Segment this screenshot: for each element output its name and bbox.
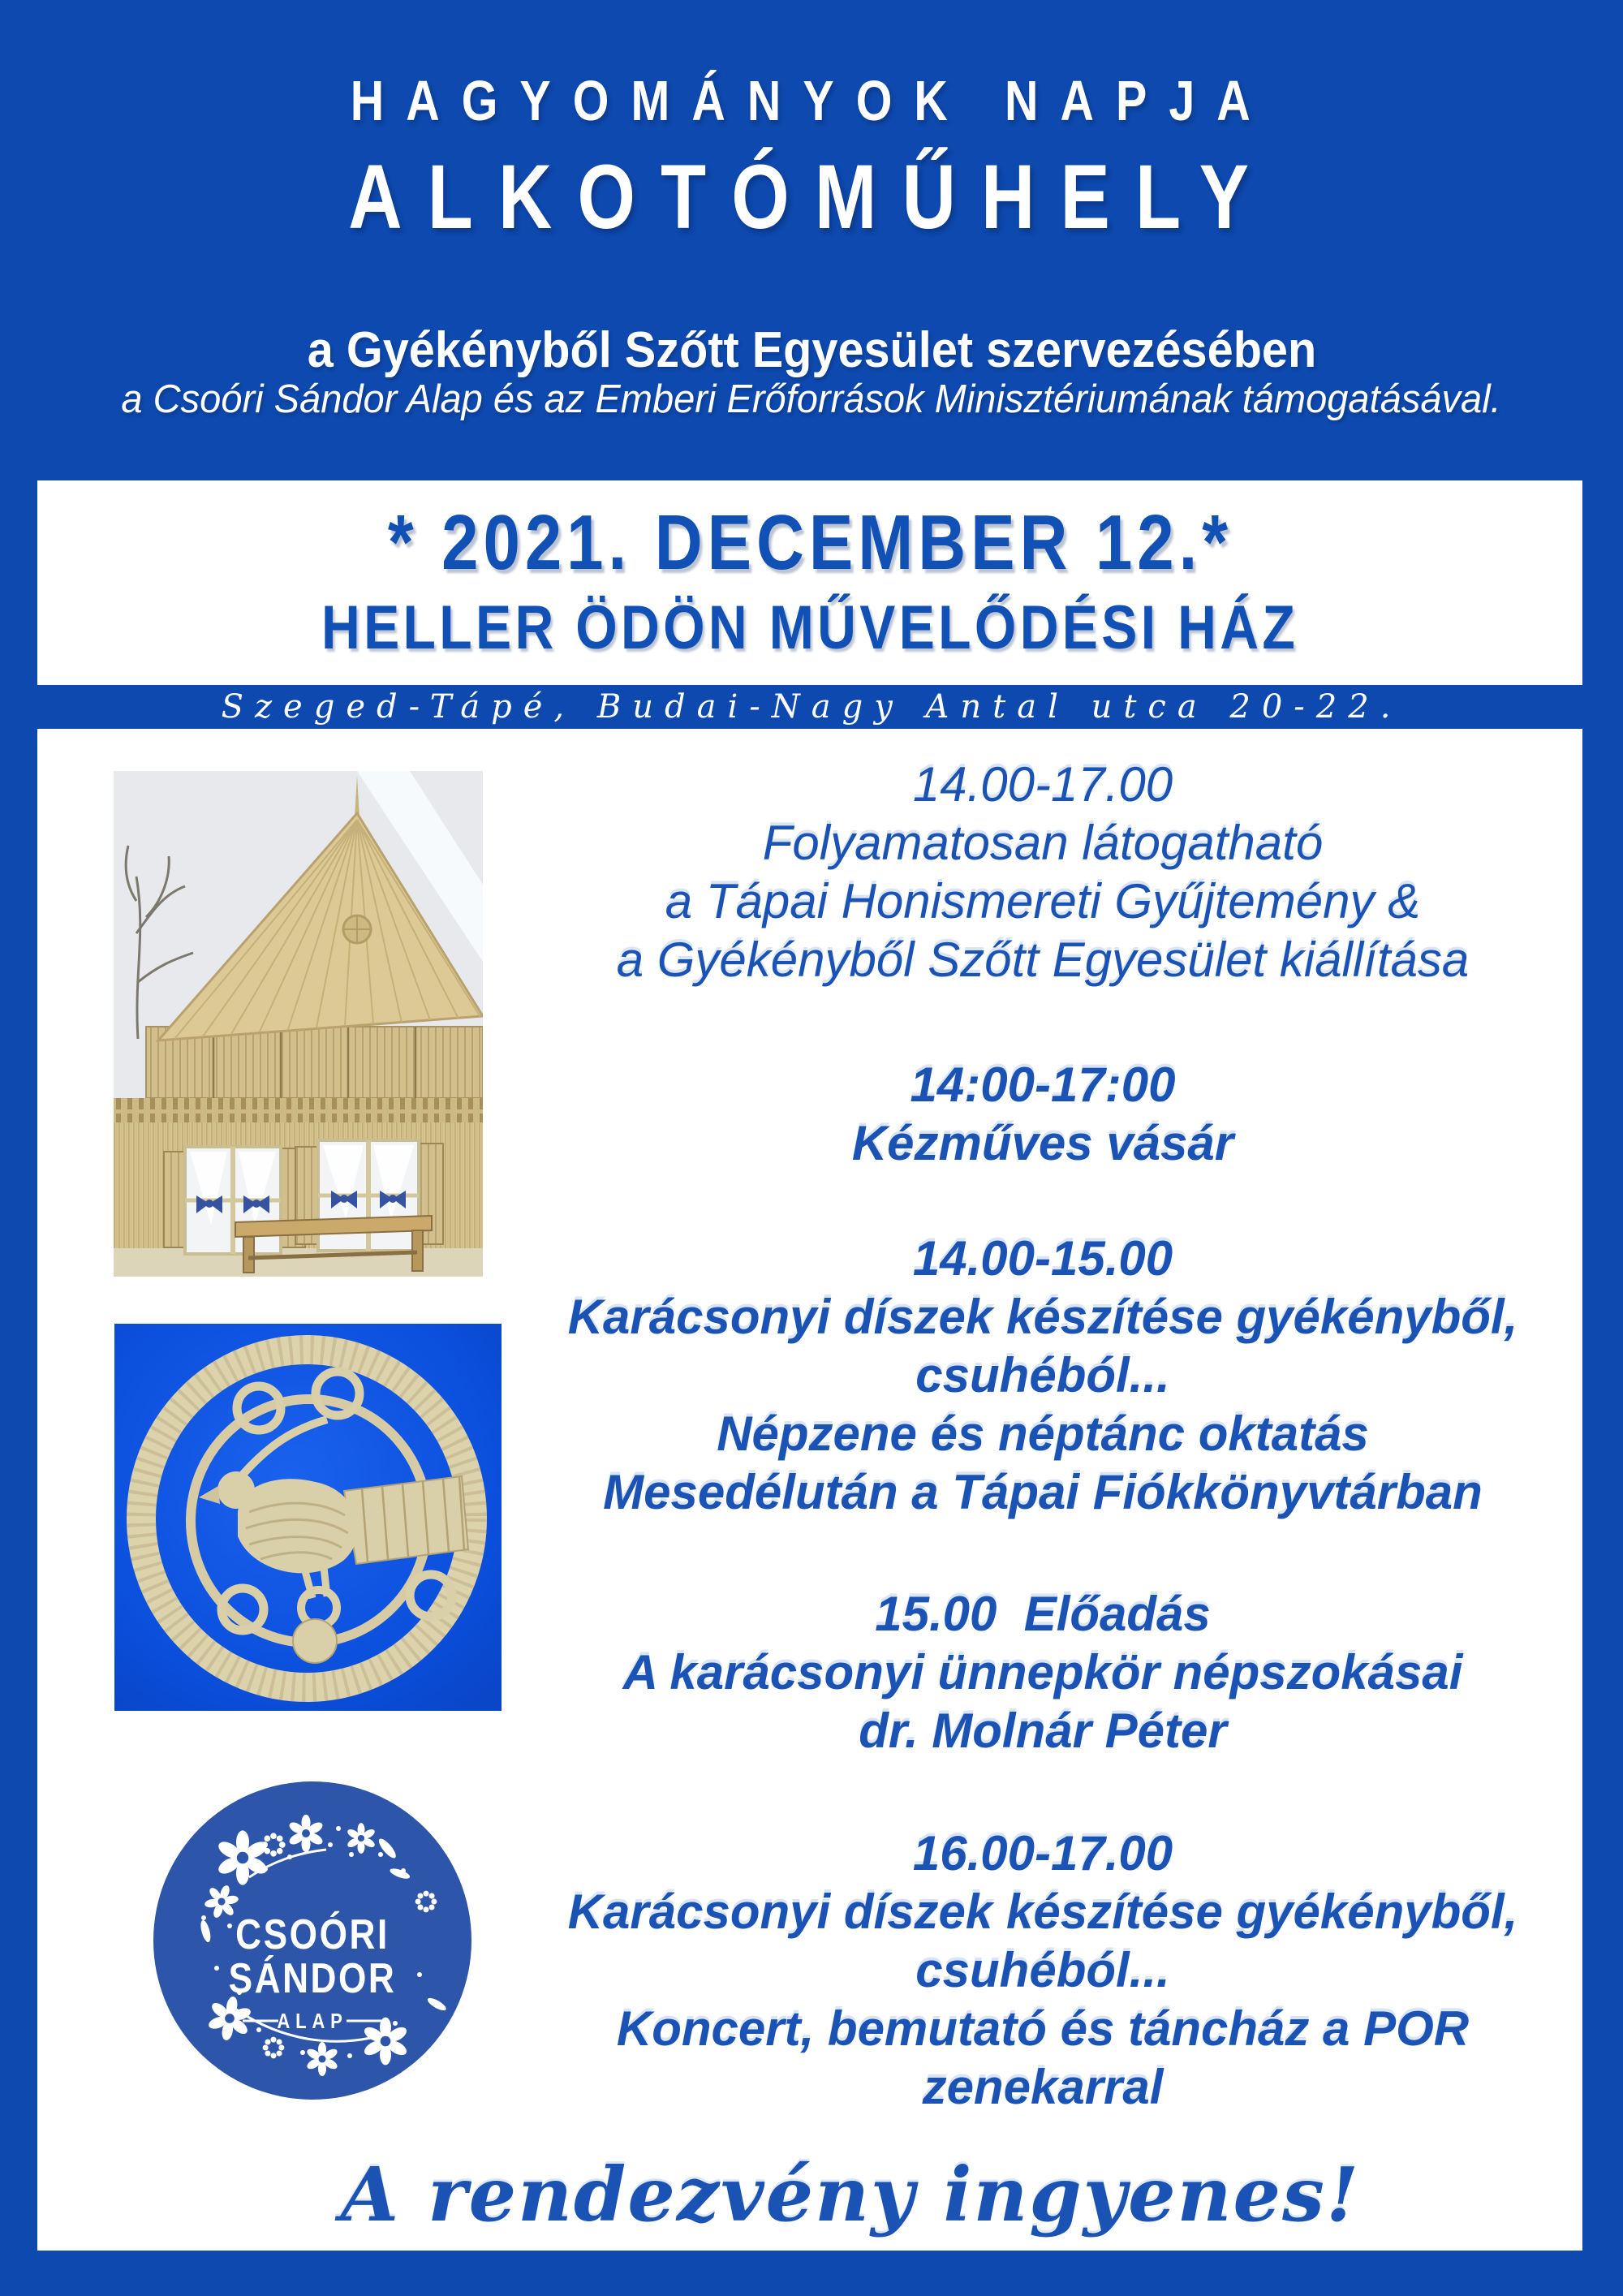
support-line	[0, 377, 1623, 422]
schedule-line: Karácsonyi díszek készítése gyékényből,	[567, 1885, 1518, 1939]
schedule-time: 15.00 Előadás	[875, 1587, 1211, 1641]
venue-name-text: HELLER ÖDÖN MŰVELŐDÉSI HÁZ	[321, 593, 1299, 662]
event-address: Szeged-Tápé, Budai-Nagy Antal utca 20-22.	[221, 688, 1402, 726]
schedule-line: Koncert, bemutató és táncház a POR	[616, 2001, 1470, 2056]
support-line-text: a Csoóri Sándor Alap és az Emberi Erőforrások Minisztériumának támogatásával.	[121, 377, 1502, 421]
schedule-block-workshops	[503, 1230, 1582, 1522]
csoori-sandor-alap-logo	[152, 1780, 473, 2101]
logo-graphic	[152, 1780, 473, 2101]
logo-line3: ALAP	[277, 2010, 348, 2034]
event-date-text: * 2021. DECEMBER 12.*	[387, 499, 1233, 586]
house-photo-graphic	[114, 771, 483, 1277]
woven-bird-ornament-photo	[114, 1324, 502, 1711]
date-banner	[37, 480, 1582, 685]
schedule-line: A karácsonyi ünnepkör népszokásai	[622, 1645, 1463, 1699]
bird-photo-graphic	[114, 1324, 502, 1711]
series-title-text: HAGYOMÁNYOK NAPJA	[350, 69, 1273, 132]
woven-reed-house-photo	[114, 771, 483, 1277]
schedule-line: Mesedélután a Tápai Fiókkönyvtárban	[603, 1465, 1483, 1519]
schedule-time: 14.00-15.00	[912, 1231, 1173, 1286]
event-title	[0, 144, 1623, 249]
schedule-block-craft-market	[503, 1056, 1582, 1173]
series-title	[0, 68, 1623, 133]
schedule-line: Karácsonyi díszek készítése gyékényből,	[567, 1290, 1518, 1344]
schedule-line: Kézműves vásár	[851, 1116, 1234, 1170]
bottom-bar	[0, 2251, 1623, 2296]
schedule-line: dr. Molnár Péter	[859, 1704, 1227, 1758]
schedule-time: 14.00-17.00	[912, 757, 1173, 812]
logo-line1: CSOÓRI	[235, 1910, 390, 1958]
schedule-block-exhibition	[503, 756, 1582, 989]
window-left	[164, 1147, 305, 1254]
free-entry-note: A rendezvény ingyenes!	[340, 2151, 1361, 2238]
schedule-line: a Tápai Honismereti Gyűjtemény &	[665, 874, 1421, 928]
schedule-line: csuhéból...	[915, 1348, 1170, 1402]
logo-line2: SÁNDOR	[228, 1954, 397, 2002]
gable-rosette	[343, 915, 371, 943]
pendant-ball	[293, 1619, 337, 1663]
address-banner	[0, 685, 1623, 729]
schedule-line: Népzene és néptánc oktatás	[717, 1406, 1369, 1461]
schedule-line: zenekarral	[922, 2060, 1164, 2114]
schedule-time: 14:00-17:00	[910, 1058, 1176, 1112]
schedule-block-concert	[503, 1824, 1582, 2117]
content-panel	[37, 729, 1582, 2251]
fringe-row	[114, 1098, 483, 1122]
schedule-time: 16.00-17.00	[912, 1826, 1173, 1880]
schedule-line: Folyamatosan látogatható	[762, 816, 1324, 870]
schedule-block-lecture	[503, 1585, 1582, 1760]
schedule-line: a Gyékényből Szőtt Egyesület kiállítása	[616, 933, 1470, 987]
floor	[114, 1248, 483, 1277]
organizer-line	[0, 321, 1623, 379]
event-date	[37, 498, 1582, 588]
venue-name	[37, 592, 1582, 663]
event-title-text: ALKOTÓMŰHELY	[348, 146, 1275, 248]
schedule-line: csuhéból...	[915, 1943, 1170, 1997]
organizer-line-text: a Gyékényből Szőtt Egyesület szervezésében	[307, 322, 1316, 378]
